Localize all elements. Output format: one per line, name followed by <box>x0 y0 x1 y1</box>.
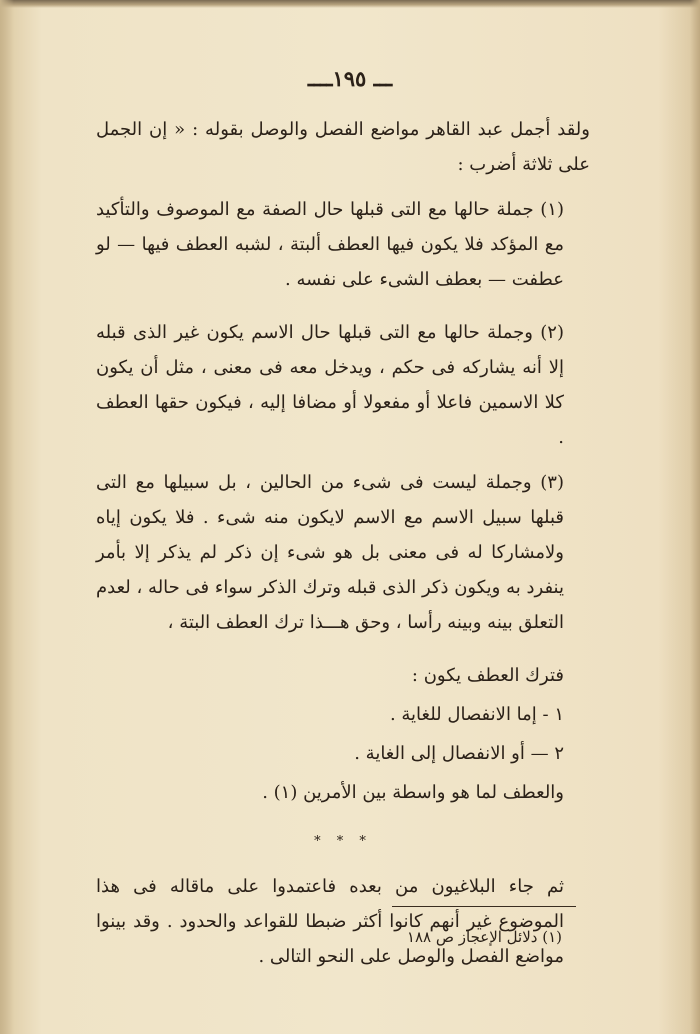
list-item-2: (٢) وجملة حالها مع التى قبلها حال الاسم يكون غير الذى قبله إلا أنه يشاركه فى حكم ، ويدخل معه فى معنى ، مثل أن يكون كلا الاسمين فاعلا أو مفعولا أو مضافا إليه ، فيكون حقها العطف . <box>96 322 564 448</box>
page-top-edge <box>0 0 700 8</box>
page-number: ـــ ١٩٥ــــ <box>307 66 393 91</box>
list-item-1: (١) جملة حالها مع التى قبلها حال الصفة مع الموصوف والتأكيد مع المؤكد فلا يكون فيها العطف ألبتة ، لشبه العطف فيها — لو عطفت — بعطف الشىء على نفسه . <box>96 199 564 290</box>
summary-item-3: والعطف لما هو واسطة بين الأمرين (١) . <box>262 782 564 803</box>
footnote: (١) دلائل الإعجاز ص ١٨٨ <box>406 928 562 946</box>
page-right-edge <box>690 0 700 1034</box>
footnote-separator <box>392 906 576 907</box>
closing-paragraph: ثم جاء البلاغيون من بعده فاعتمدوا على ماقاله فى هذا الموضوع غير أنهم كانوا أكثر ضبطا للقواعد والحدود . وقد بينوا مواضع الفصل والوصل على النحو التالى . <box>96 876 564 967</box>
section-divider-stars: * * * <box>314 834 372 849</box>
intro-paragraph: ولقد أجمل عبد القاهر مواضع الفصل والوصل بقوله : « إن الجمل على ثلاثة أضرب : <box>96 119 590 175</box>
summary-heading: فترك العطف يكون : <box>411 665 564 686</box>
list-item-3: (٣) وجملة ليست فى شىء من الحالين ، بل سبيلها مع التى قبلها سبيل الاسم مع الاسم لايكون منه شىء . فلا يكون إياه ولامشاركا له فى معنى بل هو شىء إن ذكر لم يذكر إلا بأمر ينفرد به ويكون ذكر الذى قبله وترك الذكر سواء فى حاله ، لعدم التعلق بينه وبينه رأسا ، وحق هـــذا ترك العطف البتة ، <box>96 472 564 633</box>
summary-item-2: ٢ — أو الانفصال إلى الغاية . <box>354 743 564 764</box>
page-body <box>96 112 590 974</box>
summary-item-1: ١ - إما الانفصال للغاية . <box>389 704 564 725</box>
page-left-edge <box>0 0 14 1034</box>
